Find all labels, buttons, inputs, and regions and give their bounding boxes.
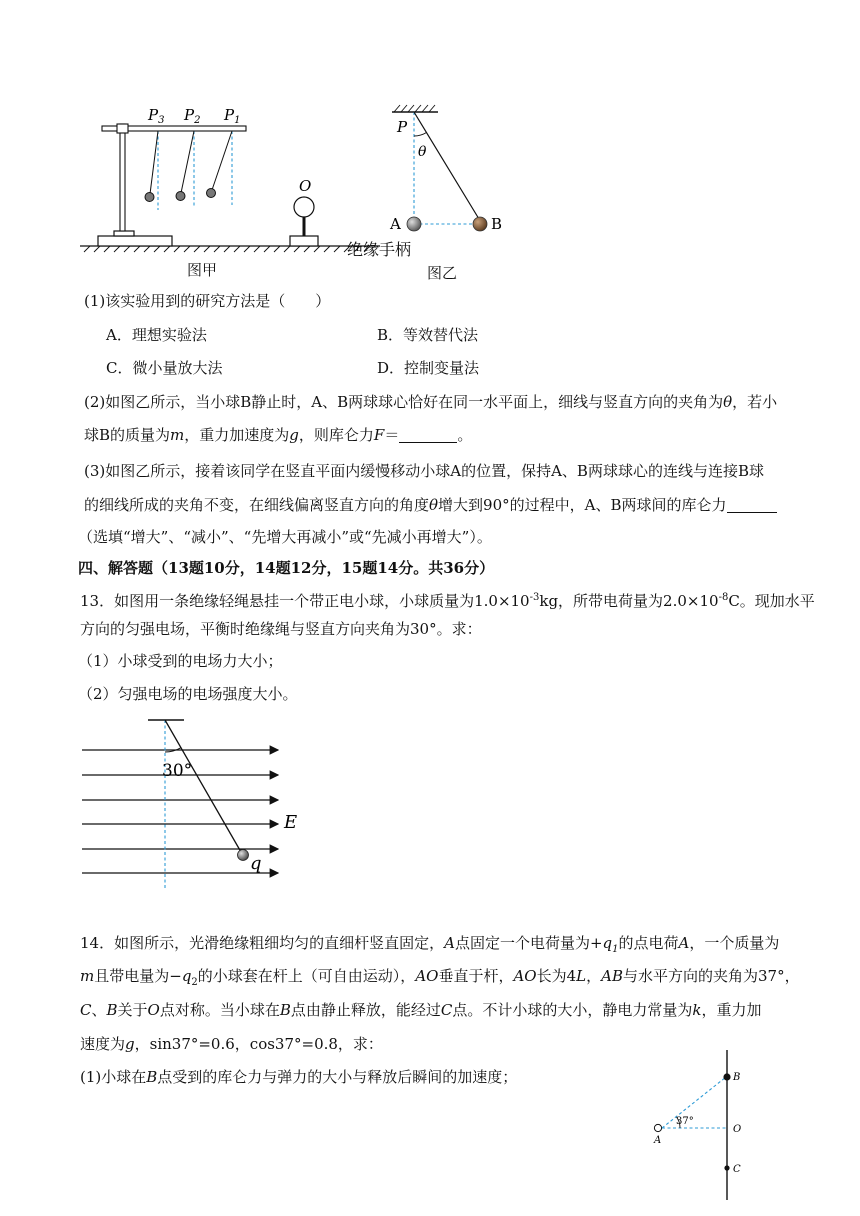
q12-sub3-line2: 的细线所成的夹角不变，在细线偏离竖直方向的角度θ增大到90°的过程中，A、B两球间的库仑力 xyxy=(84,494,777,516)
q13-sub2: （2）匀强电场的电场强度大小。 xyxy=(78,685,298,703)
label-14-a: A xyxy=(654,1135,662,1146)
label-a: A xyxy=(390,215,401,233)
q13-line1: 13．如图用一条绝缘轻绳悬挂一个带正电小球，小球质量为$1.0\times 10^{-3}kg$，所带电荷量为$2.0\times 10^{-8}C$。现加水平 xyxy=(80,592,815,610)
label-b: B xyxy=(491,215,503,233)
answer-blank-coulomb[interactable] xyxy=(727,496,777,513)
q13-sub1: （1）小球受到的电场力大小； xyxy=(78,652,283,670)
q12-opt-c: C．微小量放大法 xyxy=(106,359,223,377)
label-p1: $P_1$ xyxy=(224,106,241,126)
q13-line2: 方向的匀强电场，平衡时绝缘绳与竖直方向夹角为30°。求： xyxy=(80,620,482,638)
label-handle: 绝缘手柄 xyxy=(347,240,412,259)
label-p: P xyxy=(397,118,408,136)
label-30deg: 30° xyxy=(162,761,193,781)
section-heading: 四、解答题（13题10分，14题12分，15题14分。共36分） xyxy=(78,559,495,577)
label-theta: θ xyxy=(418,144,427,160)
q14-sub1: (1)小球在B点受到的库仑力与弹力的大小与释放后瞬间的加速度； xyxy=(80,1068,518,1086)
label-14-b: B xyxy=(733,1072,741,1083)
q12-sub3-line3: （选填“增大”、“减小”、“先增大再减小”或“先减小再增大”）。 xyxy=(78,528,492,546)
label-p3: $P_3$ xyxy=(148,106,165,126)
q14-line3: C、B关于O点对称。当小球在B点由静止释放，能经过C点。不计小球的大小，静电力常量为k，重力加 xyxy=(80,1001,762,1019)
label-14-c: C xyxy=(733,1164,741,1175)
q12-sub3-line1: (3)如图乙所示，接着该同学在竖直平面内缓慢移动小球A的位置，保持A、B两球球心的连线与连接B球 xyxy=(84,462,764,480)
q12-sub2-line1: (2)如图乙所示，当小球B静止时，A、B两球球心恰好在同一水平面上，细线与竖直方向的夹角为θ，若小 xyxy=(84,393,778,411)
q12-sub2-line2: 球B的质量为m，重力加速度为g，则库仑力F＝ 。 xyxy=(84,426,473,444)
figure-q13 xyxy=(80,712,310,892)
q14-line1: 14．如图所示，光滑绝缘粗细均匀的直细杆竖直固定，A点固定一个电荷量为$+q_1$的点电荷A，一个质量为 xyxy=(80,934,780,955)
figure-yi xyxy=(340,100,530,260)
label-14-37: 37° xyxy=(676,1116,694,1127)
q12-sub1: (1)该实验用到的研究方法是（ ） xyxy=(84,292,331,310)
figure-q14 xyxy=(640,1050,760,1210)
caption-jia: 图甲 xyxy=(187,261,218,279)
answer-blank-force[interactable] xyxy=(399,426,457,443)
figure-jia xyxy=(80,100,380,270)
label-p2: $P_2$ xyxy=(184,106,201,126)
q12-opt-b: B．等效替代法 xyxy=(377,326,479,344)
q12-opt-a: A．理想实验法 xyxy=(106,326,207,344)
label-q: q xyxy=(250,853,262,874)
q14-line4: 速度为g，sin37°=0.6，cos37°=0.8，求： xyxy=(80,1035,383,1053)
q12-opt-d: D．控制变量法 xyxy=(377,359,480,377)
label-o: O xyxy=(299,177,312,195)
caption-yi: 图乙 xyxy=(427,264,458,282)
label-e: E xyxy=(284,812,298,833)
q14-line2: m且带电量为$-q_2$的小球套在杆上（可自由运动），AO垂直于杆，AO长为4L，AB与水平方向的夹角为37°， xyxy=(80,967,800,988)
label-14-o: O xyxy=(733,1124,742,1135)
